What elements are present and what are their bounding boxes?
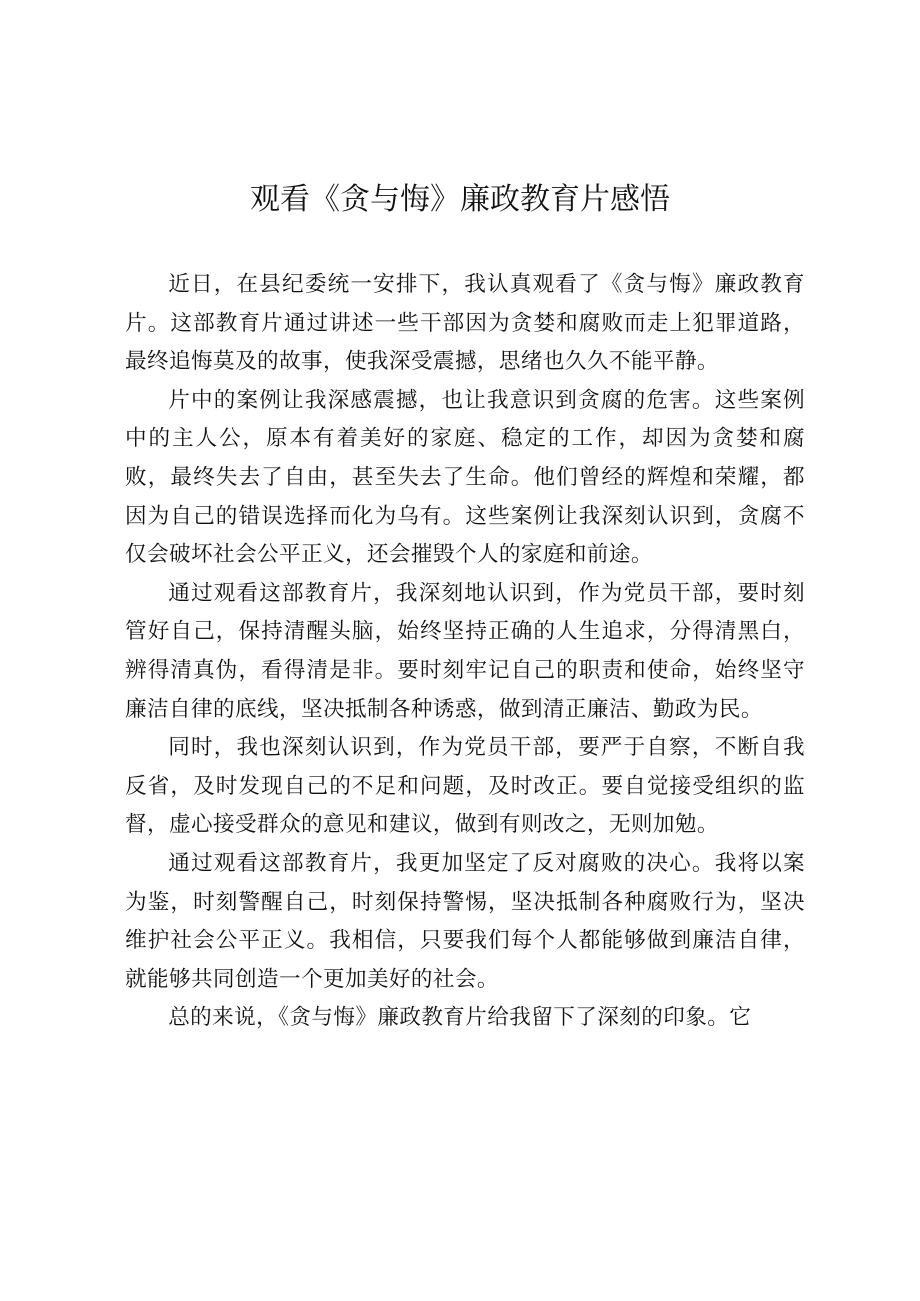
paragraph-3: 通过观看这部教育片，我深刻地认识到，作为党员干部，要时刻管好自己，保持清醒头脑，始终坚持正确的人生追求，分得清黑白，辨得清真伪，看得清是非。要时刻牢记自己的职责和使命，始终坚守廉洁自律的底线，坚决抵制各种诱惑，做到清正廉洁、勤政为民。 bbox=[125, 580, 805, 722]
paragraph-1: 近日，在县纪委统一安排下，我认真观看了《贪与悔》廉政教育片。这部教育片通过讲述一些干部因为贪婪和腐败而走上犯罪道路，最终追悔莫及的故事，使我深受震撼，思绪也久久不能平静。 bbox=[125, 272, 805, 375]
document-body bbox=[125, 266, 805, 1038]
document-title: 观看《贪与悔》廉政教育片感悟 bbox=[250, 182, 670, 217]
paragraph-4: 同时，我也深刻认识到，作为党员干部，要严于自察，不断自我反省，及时发现自己的不足和问题，及时改正。要自觉接受组织的监督，虚心接受群众的意见和建议，做到有则改之，无则加勉。 bbox=[125, 735, 805, 838]
paragraph-2: 片中的案例让我深感震撼，也让我意识到贪腐的危害。这些案例中的主人公，原本有着美好的家庭、稳定的工作，却因为贪婪和腐败，最终失去了自由，甚至失去了生命。他们曾经的辉煌和荣耀，都因为自己的错误选择而化为乌有。这些案例让我深刻认识到，贪腐不仅会破坏社会公平正义，还会摧毁个人的家庭和前途。 bbox=[125, 387, 805, 568]
paragraph-5: 通过观看这部教育片，我更加坚定了反对腐败的决心。我将以案为鉴，时刻警醒自己，时刻保持警惕，坚决抵制各种腐败行为，坚决维护社会公平正义。我相信，只要我们每个人都能够做到廉洁自律，就能够共同创造一个更加美好的社会。 bbox=[125, 850, 805, 992]
paragraph-6: 总的来说，《贪与悔》廉政教育片给我留下了深刻的印象。它 bbox=[168, 1005, 752, 1031]
